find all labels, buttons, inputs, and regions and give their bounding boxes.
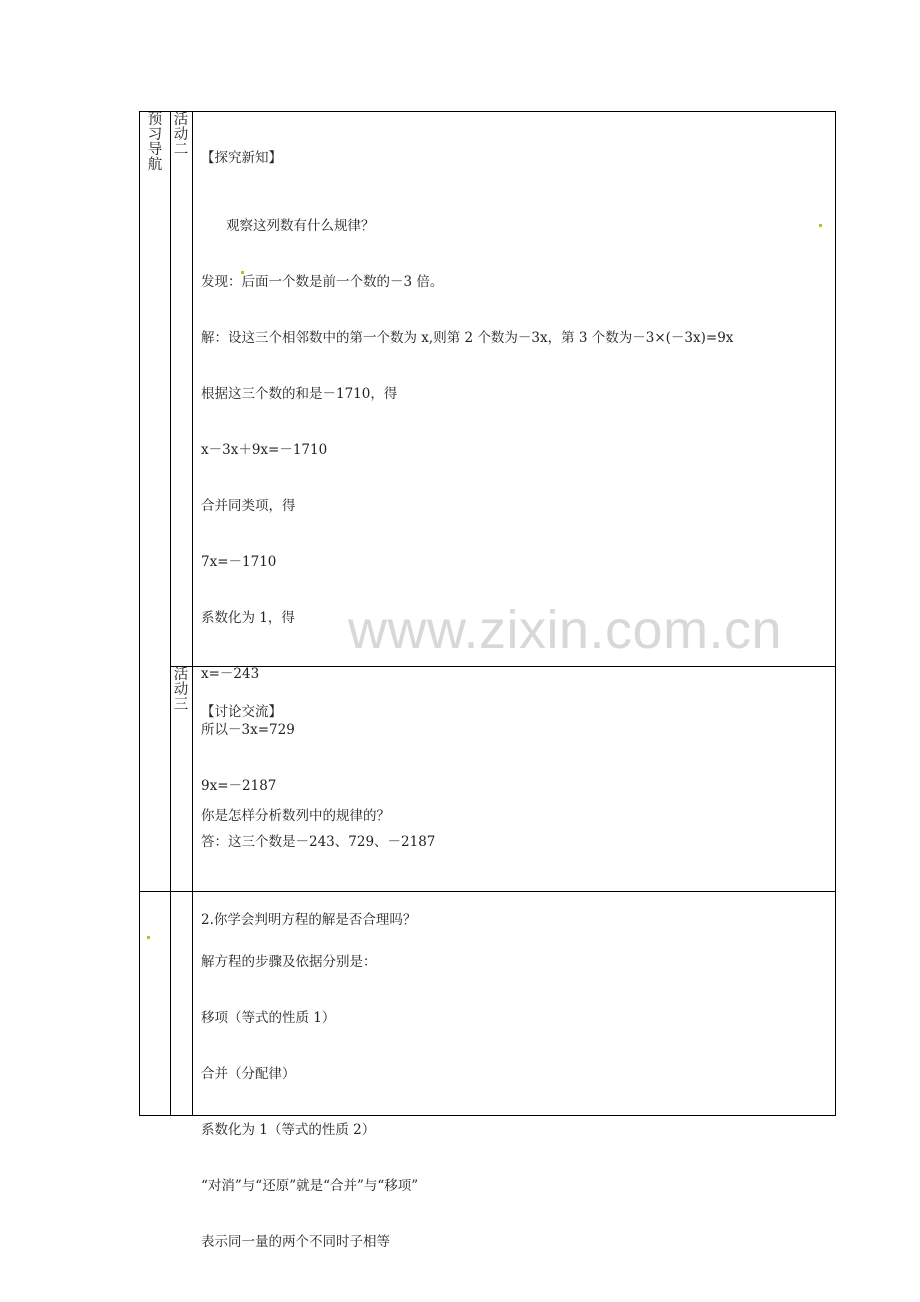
coefficient-step-line: 系数化为 1，得 [201,610,295,626]
table-left-border [139,111,140,1116]
activity-two-heading: 【探究新知】 [201,150,282,166]
activity-three-heading: 【讨论交流】 [201,704,282,720]
second-number-line: 所以－3x=729 [201,722,295,738]
column-divider-1 [170,111,171,1116]
x-value-line: x=－243 [201,666,260,682]
third-number-line: 9x=－2187 [201,778,277,794]
discussion-question-1: 你是怎样分析数列中的规律的？ [201,808,390,824]
equality-meaning-line: 表示同一量的两个不同时子相等 [201,1234,390,1250]
site-watermark: www.zixin.com.cn [348,600,783,660]
observation-prompt: 观察这列数有什么规律？ [226,218,375,234]
activity-three-content [201,668,416,964]
discussion-question-2: 2.你学会判明方程的解是否合理吗？ [201,912,417,928]
finding-line: 发现：后面一个数是前一个数的－3 倍。 [201,274,444,290]
combine-terms-line: 合并同类项，得 [201,498,296,514]
combined-equation-line: 7x=－1710 [201,554,277,570]
column-divider-2 [192,111,193,1116]
analogy-line: “对消”与“还原”就是“合并”与“移项” [201,1178,419,1194]
table-top-border [139,111,836,112]
highlight-marker [241,271,244,274]
solution-setup-line: 解：设这三个相邻数中的第一个数为 x,则第 2 个数为－3x，第 3 个数为－3×(－3x)=9x [201,330,734,346]
step-coefficient-line: 系数化为 1（等式的性质 2） [201,1122,376,1138]
activity-two-label: 活 动 二 [173,112,189,158]
sum-condition-line: 根据这三个数的和是－1710，得 [201,386,398,402]
step-combine-line: 合并（分配律） [201,1066,296,1082]
table-right-border [835,111,836,1116]
equation-line: x－3x＋9x=－1710 [201,442,328,458]
answer-line: 答：这三个数是－243、729、－2187 [201,834,436,850]
activity-three-label: 活 动 三 [173,667,189,713]
steps-intro-line: 解方程的步骤及依据分别是： [201,954,377,970]
step-transpose-line: 移项（等式的性质 1） [201,1010,336,1026]
highlight-marker [819,224,822,227]
section-label-vertical: 预 习 导 航 [147,112,163,173]
highlight-marker [147,936,150,939]
